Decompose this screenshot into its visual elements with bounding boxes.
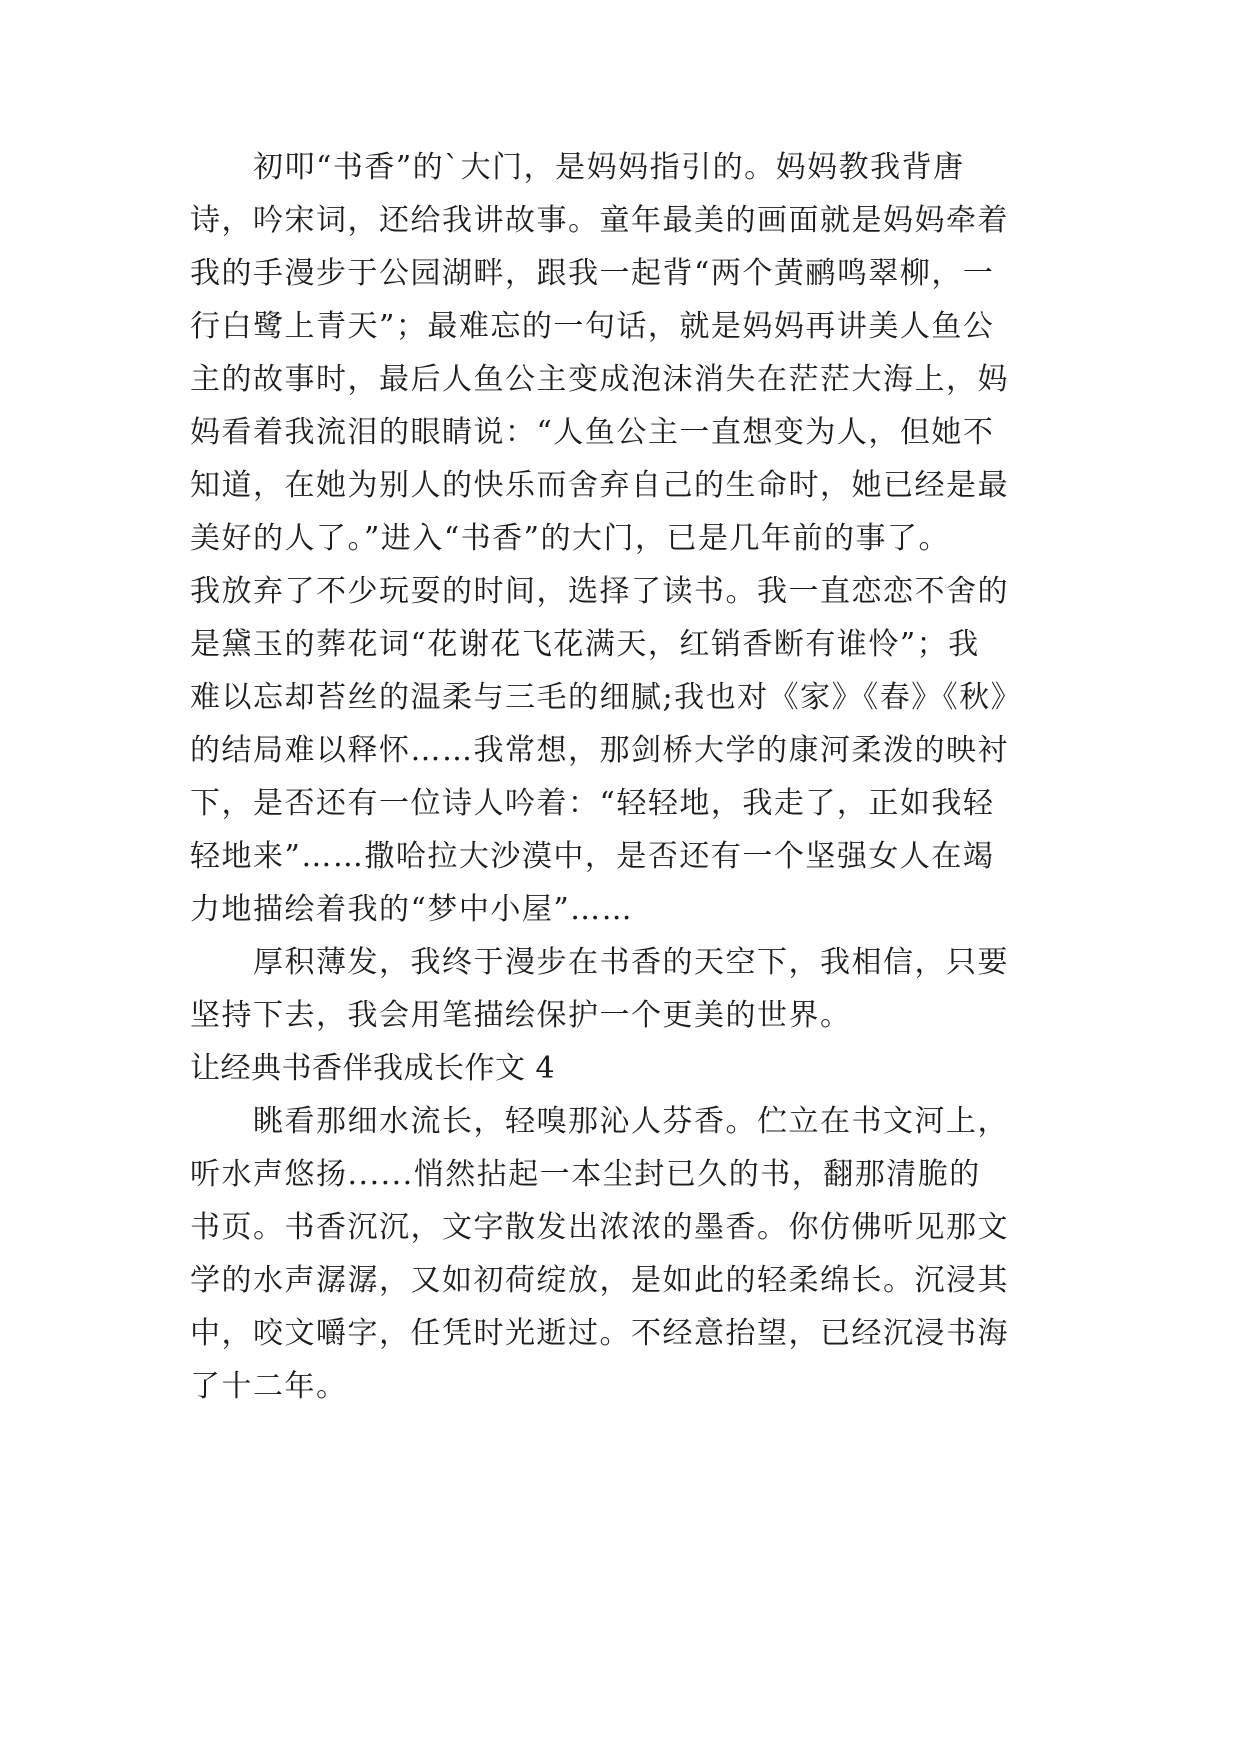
paragraph-line: 主的故事时，最后人鱼公主变成泡沫消失在茫茫大海上，妈 [190,362,1009,397]
section-heading: 让经典书香伴我成长作文 4 [190,1051,556,1086]
paragraph-line: 下，是否还有一位诗人吟着：“轻轻地，我走了，正如我轻 [190,786,995,821]
paragraph-line: 眺看那细水流长，轻嗅那沁人芬香。伫立在书文河上， [190,1104,1009,1139]
paragraph-line: 学的水声潺潺，又如初荷绽放，是如此的轻柔绵长。沉浸其 [190,1263,1009,1298]
paragraph-line: 妈看着我流泪的眼睛说：“人鱼公主一直想变为人，但她不 [190,415,995,450]
paragraph-line: 诗，吟宋词，还给我讲故事。童年最美的画面就是妈妈牵着 [190,203,1009,238]
paragraph-line: 行白鹭上青天”；最难忘的一句话，就是妈妈再讲美人鱼公 [190,309,995,344]
paragraph-line: 了十二年。 [190,1369,348,1404]
paragraph-line: 中，咬文嚼字，任凭时光逝过。不经意抬望，已经沉浸书海 [190,1316,1009,1351]
paragraph-line: 坚持下去，我会用笔描绘保护一个更美的世界。 [190,998,852,1033]
paragraph-line: 难以忘却苔丝的温柔与三毛的细腻;我也对《家》《春》《秋》 [190,680,1023,715]
paragraph-line: 初叩“书香”的`大门，是妈妈指引的。妈妈教我背唐 [190,150,965,185]
paragraph-line: 书页。书香沉沉，文字散发出浓浓的墨香。你仿佛听见那文 [190,1210,1009,1245]
paragraph-line: 听水声悠扬......悄然拈起一本尘封已久的书，翻那清脆的 [190,1157,981,1192]
paragraph-line: 美好的人了。”进入“书香”的大门，已是几年前的事了。 [190,521,951,556]
paragraph-line: 知道，在她为别人的快乐而舍弃自己的生命时，她已经是最 [190,468,1009,503]
paragraph-line: 是黛玉的葬花词“花谢花飞花满天，红销香断有谁怜”；我 [190,627,980,662]
paragraph-line: 我放弃了不少玩耍的时间，选择了读书。我一直恋恋不舍的 [190,574,1009,609]
paragraph-line: 力地描绘着我的“梦中小屋”…… [190,892,634,927]
paragraph-line: 厚积薄发，我终于漫步在书香的天空下，我相信，只要 [190,945,1009,980]
paragraph-line: 的结局难以释怀……我常想，那剑桥大学的康河柔泼的映衬 [190,733,1009,768]
paragraph-line: 轻地来”……撒哈拉大沙漠中，是否还有一个坚强女人在竭 [190,839,995,874]
paragraph-line: 我的手漫步于公园湖畔，跟我一起背“两个黄鹂鸣翠柳，一 [190,256,995,291]
